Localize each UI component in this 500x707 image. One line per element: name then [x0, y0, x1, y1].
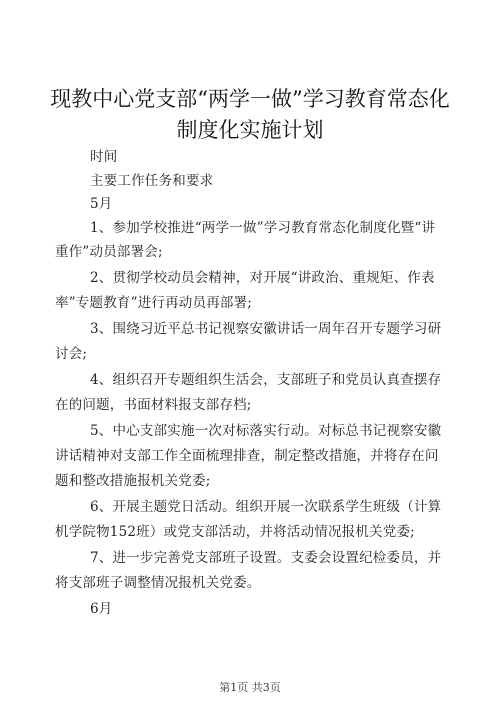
- item-4-line-1: 4、组织召开专题组织生活会，支部班子和党员认真查摆存: [90, 372, 442, 388]
- tasks-label: 主要工作任务和要求: [90, 173, 214, 189]
- item-1-line-2: 重作”动员部署会;: [55, 244, 163, 260]
- item-3-line-2: 讨会;: [55, 346, 88, 362]
- month-june-heading: 6月: [90, 601, 113, 617]
- item-6-line-2: 机学院物152班）或党支部活动，并将活动情况报机关党委;: [55, 524, 415, 540]
- item-3-line-1: 3、围绕习近平总书记视察安徽讲话一周年召开专题学习研: [90, 321, 442, 337]
- item-7-line-2: 将支部班子调整情况报机关党委。: [55, 575, 261, 591]
- item-5-line-1: 5、中心支部实施一次对标落实行动。对标总书记视察安徽: [90, 423, 442, 439]
- item-1-line-1: 1、参加学校推进“两学一做”学习教育常态化制度化暨“讲: [90, 220, 436, 236]
- item-5-line-3: 题和整改措施报机关党委;: [55, 473, 211, 489]
- item-5-line-2: 讲话精神对支部工作全面梳理排查，制定整改措施，并将存在问: [55, 448, 439, 464]
- item-6-line-1: 6、开展主题党日活动。组织开展一次联系学生班级（计算: [90, 499, 442, 515]
- time-label: 时间: [90, 149, 118, 165]
- item-2-line-1: 2、贯彻学校动员会精神，对开展“讲政治、重规矩、作表: [90, 270, 435, 286]
- document-title-line-2: 制度化实施计划: [176, 118, 324, 142]
- document-title-line-1: 现教中心党支部“两学一做”学习教育常态化: [50, 87, 450, 111]
- item-7-line-1: 7、进一步完善党支部班子设置。支委会设置纪检委员，并: [90, 550, 442, 566]
- page-footer: 第1页 共3页: [219, 681, 281, 694]
- month-may-heading: 5月: [90, 196, 113, 212]
- item-2-line-2: 率”专题教育”进行再动员再部署;: [55, 295, 253, 311]
- item-4-line-2: 在的问题，书面材料报支部存档;: [55, 397, 252, 413]
